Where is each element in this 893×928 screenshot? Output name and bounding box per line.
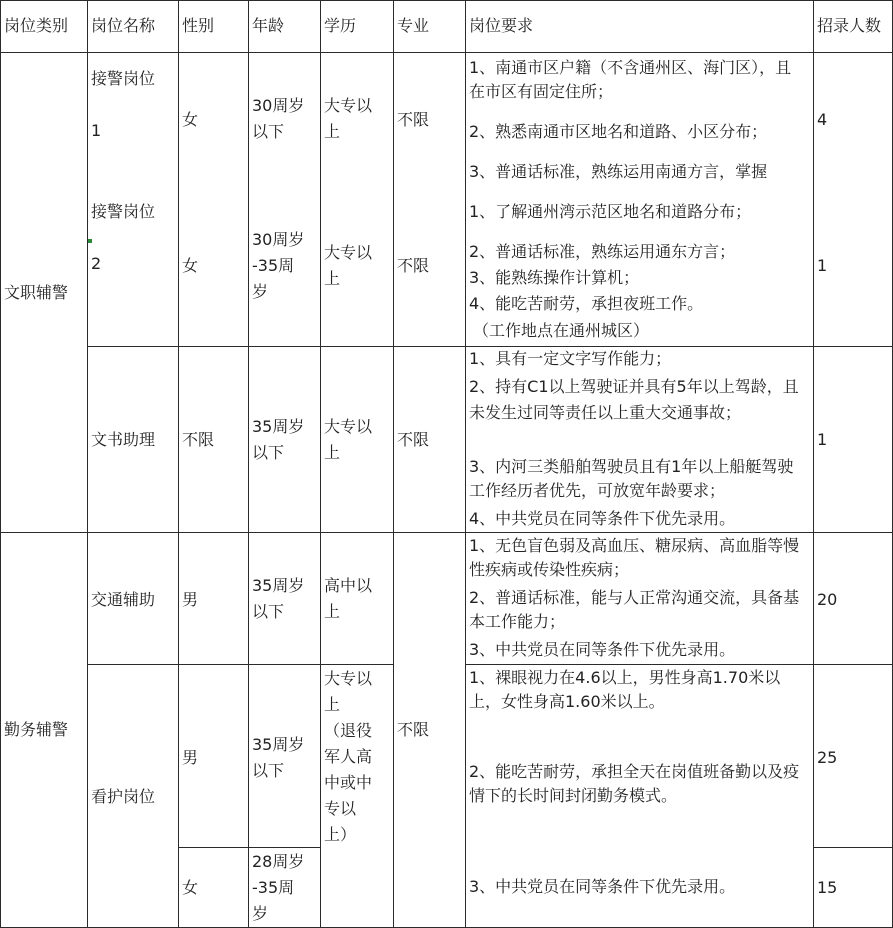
row-line-kanhu-top-right (465, 664, 893, 665)
position-name-cell: 交通辅助 (91, 590, 156, 609)
gender-cell: 男 (182, 748, 199, 767)
requirement-item: 1、具有一定文字写作能力； (469, 349, 672, 368)
row-line-kanhu-sub (178, 847, 320, 848)
education-cell: 大专以 上 (324, 96, 373, 141)
header-education: 学历 (324, 16, 357, 35)
requirement-item: （工作地点在通州城区） (473, 321, 650, 340)
table-border-top (0, 0, 893, 1)
requirement-item: 1、裸眼视力在4.6以上，男性身高1.70米以上，女性身高1.60米以上。 (469, 668, 781, 711)
quota-cell: 15 (817, 878, 838, 897)
education-cell: 大专以 上 (324, 417, 373, 462)
position-name-cell: 接警岗位 2 (91, 202, 156, 273)
gender-cell: 男 (182, 590, 199, 609)
gender-cell: 女 (182, 256, 199, 275)
requirement-item: 4、中共党员在同等条件下优先录用。 (469, 509, 736, 528)
row-line-kanhu-top (87, 664, 393, 665)
quota-cell: 1 (817, 430, 828, 449)
requirement-item: 2、普通话标准，能与人正常沟通交流，具备基本工作能力； (469, 588, 800, 631)
age-cell: 28周岁 -35周 岁 (252, 852, 305, 923)
position-name-cell: 接警岗位 1 (91, 69, 156, 140)
age-cell: 35周岁 以下 (252, 417, 305, 462)
requirement-item: 1、了解通州湾示范区地名和道路分布； (469, 202, 752, 221)
col-line-3 (248, 0, 249, 928)
category-cell: 文职辅警 (4, 283, 69, 302)
age-cell: 30周岁 -35周 岁 (252, 230, 305, 301)
education-cell: 高中以 上 (324, 576, 373, 621)
requirement-item: 3、能熟练操作计算机； (469, 268, 640, 287)
position-name-cell: 看护岗位 (91, 787, 156, 806)
requirement-item: 4、能吃苦耐劳，承担夜班工作。 (469, 294, 704, 313)
gender-cell: 不限 (182, 430, 215, 449)
requirement-item: 3、普通话标准，熟练运用南通方言，掌握 (469, 162, 768, 181)
requirement-item: 2、熟悉南通市区地名和道路、小区分布； (469, 122, 768, 141)
col-line-6 (465, 0, 466, 928)
requirement-item: 2、普通话标准，熟练运用通东方言； (469, 242, 736, 261)
header-bottom-line (0, 52, 893, 53)
age-cell: 35周岁 以下 (252, 735, 305, 780)
gender-cell: 女 (182, 878, 199, 897)
requirement-item: 2、持有C1以上驾驶证并具有5年以上驾龄，且未发生过同等责任以上重大交通事故； (469, 377, 799, 422)
header-major: 专业 (397, 16, 430, 35)
header-position: 岗位名称 (91, 16, 156, 35)
row-line-kanhu-sub-right (813, 847, 893, 848)
header-requirements: 岗位要求 (469, 16, 534, 35)
quota-cell: 20 (817, 590, 838, 609)
education-cell: 大专以 上 （退役 军人高 中或中 专以 上） (324, 669, 373, 844)
quota-cell: 1 (817, 256, 828, 275)
major-cell: 不限 (397, 110, 430, 129)
header-gender: 性别 (182, 16, 215, 35)
gender-cell: 女 (182, 110, 199, 129)
position-name-cell: 文书助理 (91, 430, 156, 449)
header-category: 岗位类别 (4, 16, 69, 35)
requirement-item: 3、中共党员在同等条件下优先录用。 (469, 877, 736, 896)
col-line-2 (178, 0, 179, 928)
requirement-item: 1、无色盲色弱及高血压、糖尿病、高血脂等慢性疾病或传染性疾病； (469, 536, 800, 579)
table-border-left (0, 0, 1, 928)
col-line-1 (87, 0, 88, 928)
requirement-item: 1、南通市区户籍（不含通州区、海门区），且在市区有固定住所； (469, 58, 792, 101)
col-line-4 (320, 0, 321, 928)
header-quota: 招录人数 (817, 16, 882, 35)
major-cell: 不限 (397, 720, 430, 739)
age-cell: 30周岁 以下 (252, 96, 305, 141)
col-line-5 (393, 0, 394, 928)
col-line-7 (813, 0, 814, 928)
quota-cell: 4 (817, 110, 828, 129)
category-cell: 勤务辅警 (4, 720, 69, 739)
group-line (0, 532, 893, 533)
requirement-item: 2、能吃苦耐劳，承担全天在岗值班备勤以及疫情下的长时间封闭勤务模式。 (469, 762, 800, 805)
header-age: 年龄 (252, 16, 285, 35)
requirement-item: 3、内河三类船舶驾驶员且有1年以上船艇驾驶工作经历者优先，可放宽年龄要求； (469, 457, 794, 500)
requirement-item: 3、中共党员在同等条件下优先录用。 (469, 640, 736, 659)
major-cell: 不限 (397, 430, 430, 449)
major-cell: 不限 (397, 256, 430, 275)
education-cell: 大专以 上 (324, 243, 373, 288)
age-cell: 35周岁 以下 (252, 576, 305, 621)
quota-cell: 25 (817, 748, 838, 767)
